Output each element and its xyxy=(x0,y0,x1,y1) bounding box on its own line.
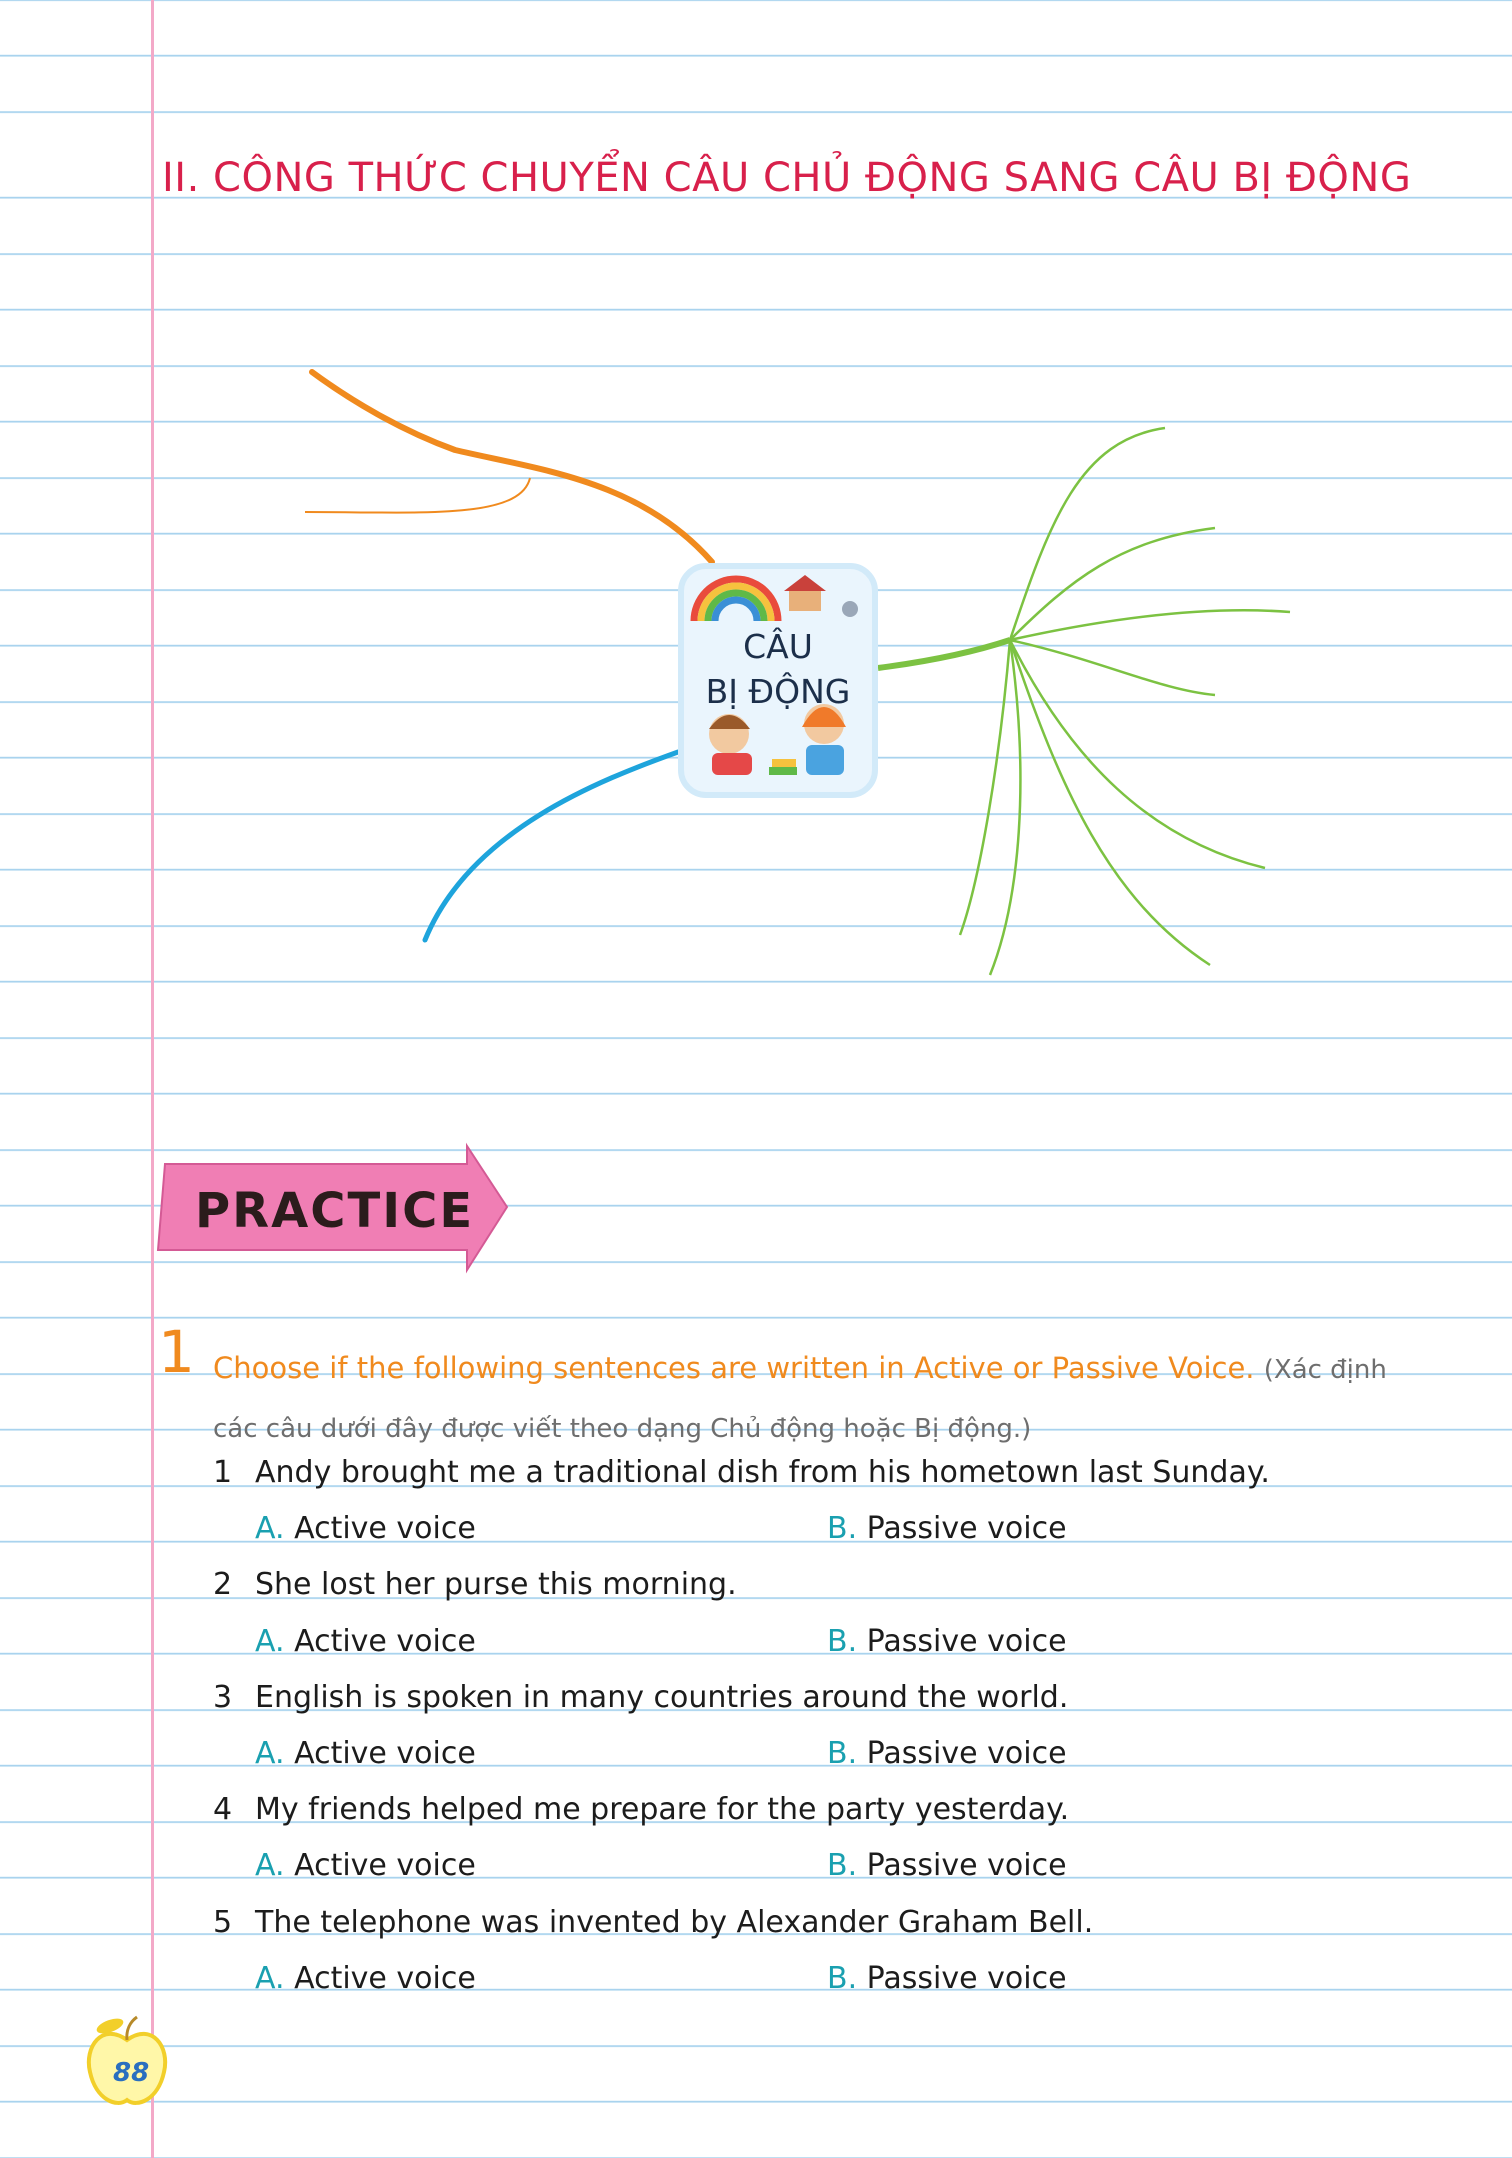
question-4 xyxy=(213,1792,1069,1827)
question-5 xyxy=(213,1905,1093,1940)
mind-map-center-line2: BỊ ĐỘNG xyxy=(705,672,851,711)
question-2 xyxy=(213,1567,737,1602)
mind-map-center-line1: CÂU xyxy=(743,627,813,666)
question-number: 1 xyxy=(213,1455,233,1490)
page-number: 88 xyxy=(113,2058,150,2088)
question-number: 4 xyxy=(213,1792,233,1827)
question-2-option-a[interactable]: A. Active voice xyxy=(255,1624,476,1659)
mind-map-center xyxy=(678,563,878,798)
question-2-option-b[interactable]: B. Passive voice xyxy=(827,1624,1067,1659)
instruction-vietnamese: (Xác định các câu dưới đây được viết theo dạng Chủ động hoặc Bị động.) xyxy=(213,1355,1387,1444)
question-4-option-a[interactable]: A. Active voice xyxy=(255,1848,476,1883)
question-number: 3 xyxy=(213,1680,233,1715)
question-5-option-a[interactable]: A. Active voice xyxy=(255,1961,476,1996)
question-3-option-a[interactable]: A. Active voice xyxy=(255,1736,476,1771)
question-1-option-b[interactable]: B. Passive voice xyxy=(827,1511,1067,1546)
section-title: II. CÔNG THỨC CHUYỂN CÂU CHỦ ĐỘNG SANG CÂU BỊ ĐỘNG xyxy=(162,155,1412,201)
question-5-option-b[interactable]: B. Passive voice xyxy=(827,1961,1067,1996)
practice-label: PRACTICE xyxy=(195,1183,475,1239)
question-text: My friends helped me prepare for the party yesterday. xyxy=(255,1792,1070,1827)
question-3-option-b[interactable]: B. Passive voice xyxy=(827,1736,1067,1771)
question-3 xyxy=(213,1680,1068,1715)
question-1-option-a[interactable]: A. Active voice xyxy=(255,1511,476,1546)
question-1 xyxy=(213,1455,1270,1490)
question-number: 2 xyxy=(213,1567,233,1602)
instruction-english: Choose if the following sentences are written in Active or Passive Voice. xyxy=(213,1351,1255,1385)
exercise-instruction xyxy=(213,1340,1413,1458)
exercise-number: 1 xyxy=(158,1318,195,1386)
question-4-option-b[interactable]: B. Passive voice xyxy=(827,1848,1067,1883)
question-text: Andy brought me a traditional dish from his hometown last Sunday. xyxy=(255,1455,1270,1490)
question-number: 5 xyxy=(213,1905,233,1940)
question-text: English is spoken in many countries around the world. xyxy=(255,1680,1069,1715)
question-text: The telephone was invented by Alexander Graham Bell. xyxy=(255,1905,1094,1940)
question-text: She lost her purse this morning. xyxy=(255,1567,737,1602)
mind-map-branches xyxy=(0,0,1512,1000)
